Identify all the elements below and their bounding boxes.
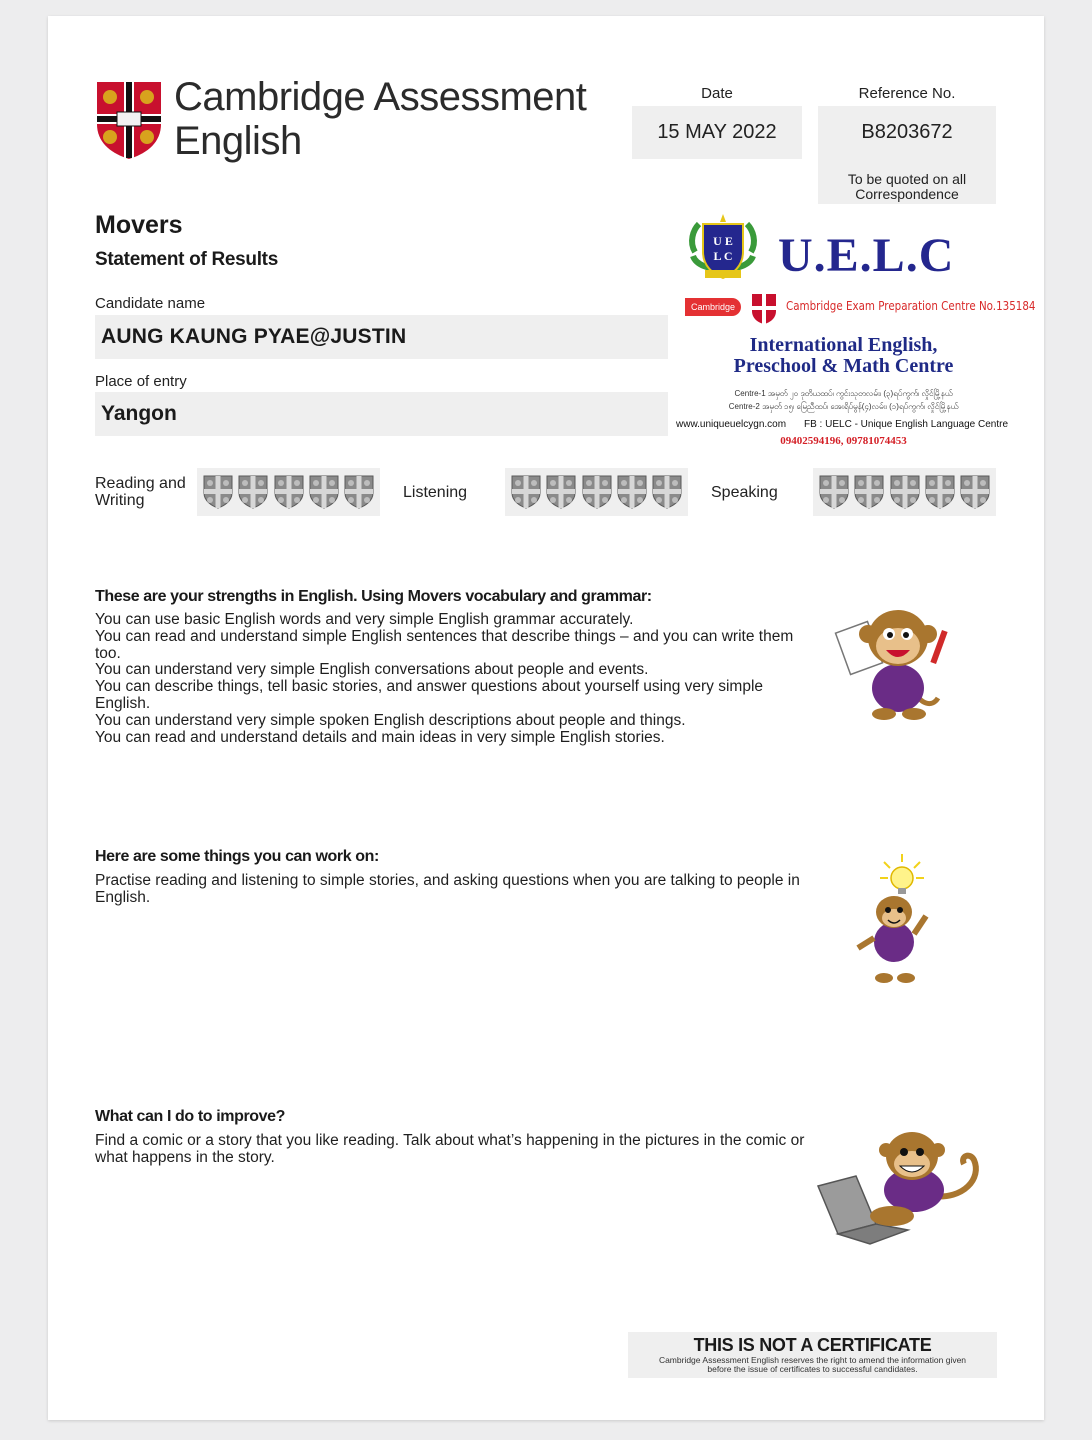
reference-value: B8203672 xyxy=(861,121,953,143)
place-of-entry-value: Yangon xyxy=(95,392,668,436)
score-shield-icon xyxy=(925,475,955,509)
reading-writing-label-line1: Reading and xyxy=(95,475,186,492)
notice-body-line1: Cambridge Assessment English reserves the right to amend the information given xyxy=(658,1355,967,1365)
candidate-name-value: AUNG KAUNG PYAE@JUSTIN xyxy=(95,315,668,359)
score-shield-icon xyxy=(819,475,849,509)
candidate-name-label: Candidate name xyxy=(95,295,206,312)
speaking-shields xyxy=(813,468,996,516)
cambridge-pill-badge: Cambridge xyxy=(685,298,741,316)
reference-note-line2: Correspondence xyxy=(855,186,959,202)
strengths-list xyxy=(95,612,815,746)
notice-body-line2: before the issue of certificates to successful candidates. xyxy=(707,1364,918,1374)
strength-item: You can read and understand simple English sentences that describe things – and you can write them too. xyxy=(95,627,794,662)
mini-crest-icon xyxy=(751,293,777,325)
monkey-lightbulb-illustration xyxy=(844,850,944,990)
monkey-laptop-illustration xyxy=(814,1116,989,1251)
brand-name-line1: Cambridge Assessment xyxy=(174,75,587,119)
statement-title: Statement of Results xyxy=(95,249,278,270)
notice-body xyxy=(628,1356,997,1374)
uelc-website-link[interactable]: www.uniqueuelcygn.com xyxy=(676,419,787,430)
score-shield-icon xyxy=(344,475,374,509)
reading-writing-shields xyxy=(197,468,380,516)
score-shield-icon xyxy=(309,475,339,509)
uelc-emblem-bottom: L C xyxy=(713,249,733,263)
listening-shields xyxy=(505,468,688,516)
exam-name: Movers xyxy=(95,211,183,239)
strengths-title: These are your strengths in English. Using Movers vocabulary and grammar: xyxy=(95,588,652,605)
improve-title: What can I do to improve? xyxy=(95,1108,286,1125)
work-on-text: Practise reading and listening to simple stories, and asking questions when you are talking to people in English. xyxy=(95,872,800,906)
score-shield-icon xyxy=(546,475,576,509)
statement-of-results-page xyxy=(48,16,1044,1420)
date-value: 15 MAY 2022 xyxy=(632,106,802,159)
uelc-facebook: FB : UELC - Unique English Language Centre xyxy=(804,419,1009,430)
score-shield-icon xyxy=(203,475,233,509)
uelc-title: U.E.L.C xyxy=(778,229,955,282)
notice-title: THIS IS NOT A CERTIFICATE xyxy=(693,1335,932,1355)
strength-item: You can describe things, tell basic stories, and answer questions about yourself using very simple English. xyxy=(95,678,764,712)
uelc-address-1: Centre-1 အမှတ် ၂၀ ဒုတိယထပ်၊ ကွင်းသုတလမ်း၊ (၃)ရပ်ကွက်၊ လှိုင်မြို့နယ် xyxy=(734,389,953,398)
score-shield-icon xyxy=(274,475,304,509)
uelc-subtitle-line2: Preschool & Math Centre xyxy=(733,355,954,377)
reference-label: Reference No. xyxy=(858,85,956,102)
improve-text: Find a comic or a story that you like reading. Talk about what’s happening in the pictures in the comic or what happens in the story. xyxy=(95,1132,805,1166)
strength-item: You can understand very simple spoken English descriptions about people and things. xyxy=(95,711,686,729)
score-shield-icon xyxy=(238,475,268,509)
score-shield-icon xyxy=(960,475,990,509)
uelc-phone-numbers: 09402594196, 09781074453 xyxy=(780,435,907,447)
place-of-entry-label: Place of entry xyxy=(95,373,187,390)
work-on-title: Here are some things you can work on: xyxy=(95,848,379,865)
reading-writing-label-line2: Writing xyxy=(95,492,145,509)
listening-label: Listening xyxy=(403,484,468,501)
monkey-writing-illustration xyxy=(834,594,964,724)
score-shield-icon xyxy=(511,475,541,509)
score-shield-icon xyxy=(890,475,920,509)
reference-note xyxy=(818,172,996,202)
brand-name-line2: English xyxy=(174,119,302,163)
score-shield-icon xyxy=(652,475,682,509)
score-shield-icon xyxy=(854,475,884,509)
not-certificate-notice xyxy=(628,1332,997,1378)
strength-item: You can read and understand details and main ideas in very simple English stories. xyxy=(95,728,665,746)
reference-box xyxy=(818,106,996,204)
cambridge-crest-logo xyxy=(95,80,163,160)
reference-note-line1: To be quoted on all xyxy=(847,171,967,187)
date-label: Date xyxy=(701,85,733,102)
uelc-emblem-logo xyxy=(685,212,761,288)
uelc-subtitle-line1: International English, xyxy=(749,334,938,356)
speaking-label: Speaking xyxy=(711,484,778,501)
strength-item: You can understand very simple English conversations about people and events. xyxy=(95,661,649,679)
strength-item: You can use basic English words and very simple English grammar accurately. xyxy=(95,611,634,628)
uelc-centre-number: Cambridge Exam Preparation Centre No.135184 xyxy=(786,299,1036,313)
uelc-address-2: Centre-2 အမှတ် ၁၅၊ မြေညီထပ်၊ အေးရိပ်မွန်(၄)လမ်း၊ (၁)ရပ်ကွက်၊ လှိုင်မြို့နယ် xyxy=(728,402,959,411)
reading-writing-label xyxy=(95,475,186,509)
uelc-emblem-top: U E xyxy=(713,234,733,248)
score-shield-icon xyxy=(582,475,612,509)
score-shield-icon xyxy=(617,475,647,509)
